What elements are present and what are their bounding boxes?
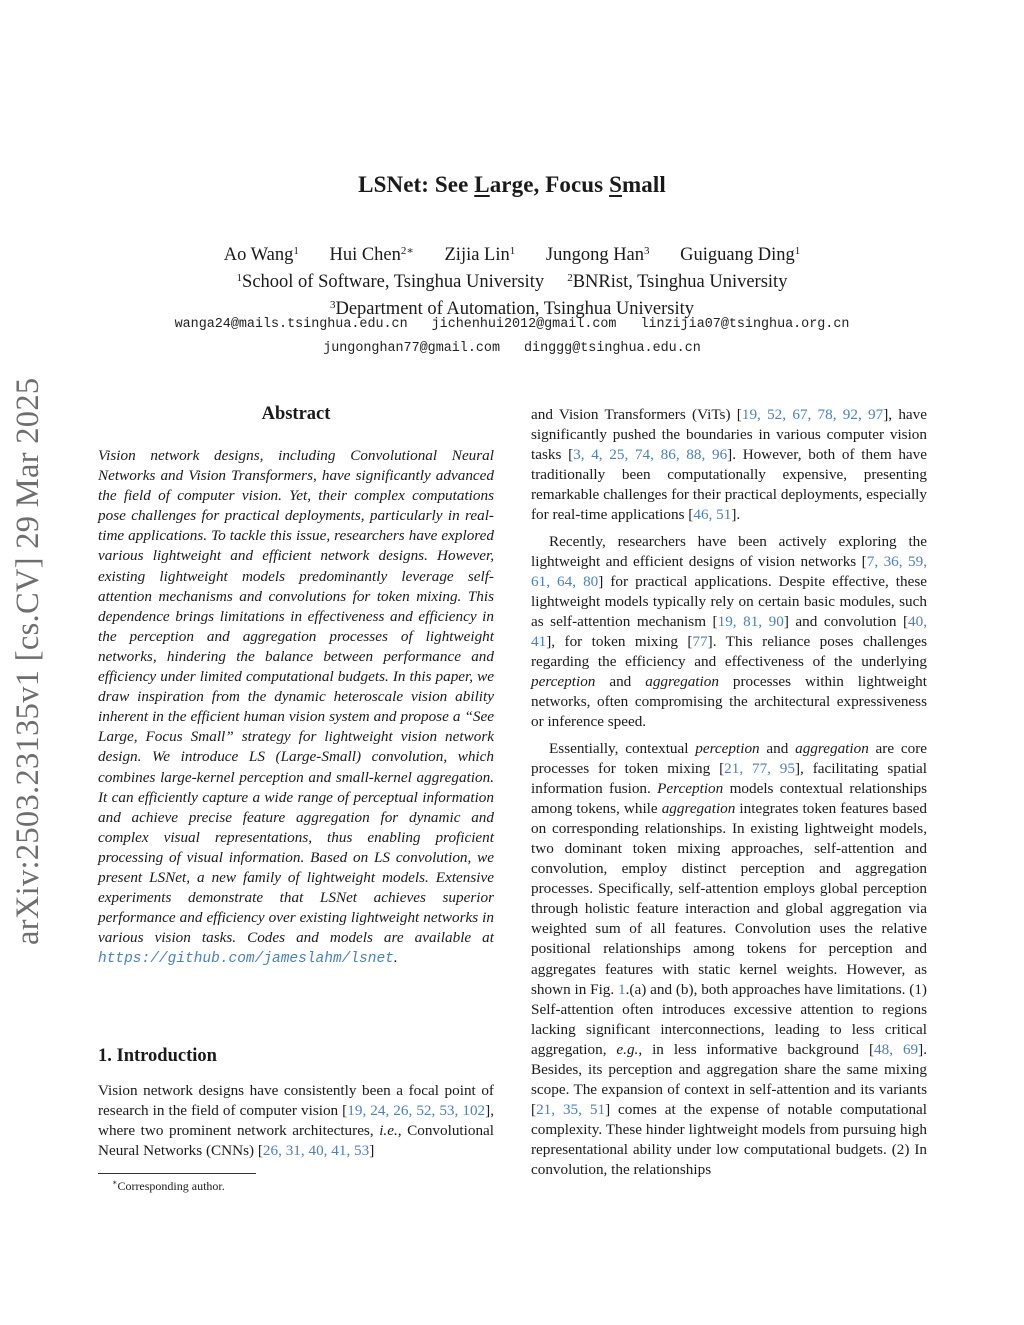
abstract-heading: Abstract [261,404,331,424]
citation[interactable]: 7, 36, 59, 61, 64, 80 [531,552,927,590]
citation[interactable]: 46, 51 [693,506,732,524]
citation[interactable]: 21, 35, 51 [536,1101,606,1119]
affiliation-line-1: $^1$School of Software, Tsinghua University $^2$BNRist, Tsinghua University [236,272,788,292]
email[interactable]: dinggg@tsinghua.edu.cn [524,341,701,356]
email-line-2 [0,341,1024,356]
code-link[interactable]: https://github.com/jameslahm/lsnet [98,951,394,968]
citation[interactable]: 19, 52, 67, 78, 92, 97 [741,406,884,423]
citation[interactable]: 77 [692,633,708,651]
email[interactable]: linzijia07@tsinghua.org.cn [640,317,850,332]
citation[interactable]: 26, 31, 40, 41, 53 [262,1142,370,1160]
author: Guiguang Ding$^1$ [680,245,801,265]
citation[interactable]: 19, 81, 90 [717,612,784,630]
email[interactable]: jungonghan77@gmail.com [323,341,500,356]
email-line-1 [0,317,1024,332]
intro-heading: 1. Introduction [98,1046,217,1066]
right-paragraph-3: Essentially, contextual perception and aggregation are core processes for token mixing [21, 77, 95], facilitating spatial information fusion. Perception models contextual relationships among tokens, while aggregation integrates token features based on corresponding relationships. In existing lightweight models, two dominant token mixing approaches, self-attention and convolution, employ distinct perception and aggregation processes. Specifically, self-attention employs global perception through holistic feature interaction and global aggregation via weighted sum of all features. Convolution uses the relative positional relationships among tokens for perception and aggregates features with static kernel weights. However, as shown in Fig. 1.(a) and (b), both approaches have limitations. (1) Self-attention often introduces excessive attention to regions lacking significant interconnections, leading to less critical aggregation, e.g., in less informative background [48, 69]. Besides, its perception and aggregation share the same mixing scope. The expansion of context in self-attention and its variants [21, 35, 51] comes at the expense of notable computational complexity. These hinder lightweight models from pursuing high representational ability under low computational budgets. (2) In convolution, the relationships [531,739,928,1179]
email[interactable]: jichenhui2012@gmail.com [431,317,617,332]
right-paragraph-2: Recently, researchers have been actively exploring the lightweight and efficient designs of vision networks [7, 36, 59, 61, 64, 80] for practical applications. Despite effective, these lightweight models typically rely on certain basic modules, such as self-attention mechanism [19, 81, 90] and convolution [40, 41], for token mixing [77]. This reliance poses challenges regarding the efficiency and effectiveness of the underlying perception and aggregation processes within lightweight networks, often compromising the architectural expressiveness or inference speed. [531,532,927,731]
citation[interactable]: 48, 69 [874,1040,919,1058]
author: Ao Wang$^1$ [223,245,299,265]
author: Hui Chen$^{2∗}$ [329,245,414,265]
citation[interactable]: 19, 24, 26, 52, 53, 102 [347,1102,486,1120]
citation[interactable]: 21, 77, 95 [724,759,795,777]
email[interactable]: wanga24@mails.tsinghua.edu.cn [174,317,408,332]
citation[interactable]: 3, 4, 25, 74, 86, 88, 96 [573,446,728,464]
footnote: ∗Corresponding author. [112,1178,225,1193]
right-paragraph-1: and Vision Transformers (ViTs) [19, 52, 67, 78, 92, 97], have significantly pushed the boundaries in various computer vision tasks [3, 4, 25, 74, 86, 88, 96]. However, both of them have traditionally been computationally expensive, presenting remarkable challenges for their practical deployments, especially for real-time applications [46, 51]. [531,406,927,524]
footnote-rule [98,1173,256,1174]
author-list [0,240,1024,267]
right-column [531,405,927,1181]
citation[interactable]: 40, 41 [531,612,927,651]
paper-title: LSNet: See Large, Focus Small [358,172,666,197]
abstract-body: Vision network designs, including Convolutional Neural Networks and Vision Transformers, have significantly advanced the field of computer vision. Yet, their complex computations pose challenges for practical deployments, particularly in real-time applications. To tackle this issue, researchers have explored various lightweight and efficient network designs. However, existing lightweight models predominantly leverage self-attention mechanisms and convolutions for token mixing. This dependence brings limitations in effectiveness and efficiency in the perception and aggregation processes of lightweight networks, hindering the balance between performance and efficiency under limited computational budgets. In this paper, we draw inspiration from the dynamic heteroscale vision ability inherent in the efficient human vision system and propose a “See Large, Focus Small” strategy for lightweight vision network design. We introduce LS (Large-Small) convolution, which combines large-kernel perception and small-kernel aggregation. It can efficiently capture a wide range of perceptual information and achieve precise feature aggregation for dynamic and complex visual representations, thus enabling proficient processing of visual information. Based on LS convolution, we present LSNet, a new family of lightweight models. Extensive experiments demonstrate that LSNet achieves superior performance and efficiency over existing lightweight networks in various vision tasks. Codes and models are available at https://github.com/jameslahm/lsnet. [98,447,494,968]
intro-paragraph-1: Vision network designs have consistently been a focal point of research in the field of computer vision [19, 24, 26, 52, 53, 102], where two prominent network architectures, i.e., Convolutional Neural Networks (CNNs) [26, 31, 40, 41, 53] [98,1082,495,1160]
figure-ref[interactable]: 1 [618,980,626,998]
author: Zijia Lin$^1$ [444,245,516,265]
author: Jungong Han$^3$ [545,245,650,265]
author-block [0,240,1024,321]
affiliation-line-2: $^3$Department of Automation, Tsinghua University [329,299,695,319]
arxiv-stamp: arXiv:2503.23135v1 [cs.CV] 29 Mar 2025 [10,377,46,945]
